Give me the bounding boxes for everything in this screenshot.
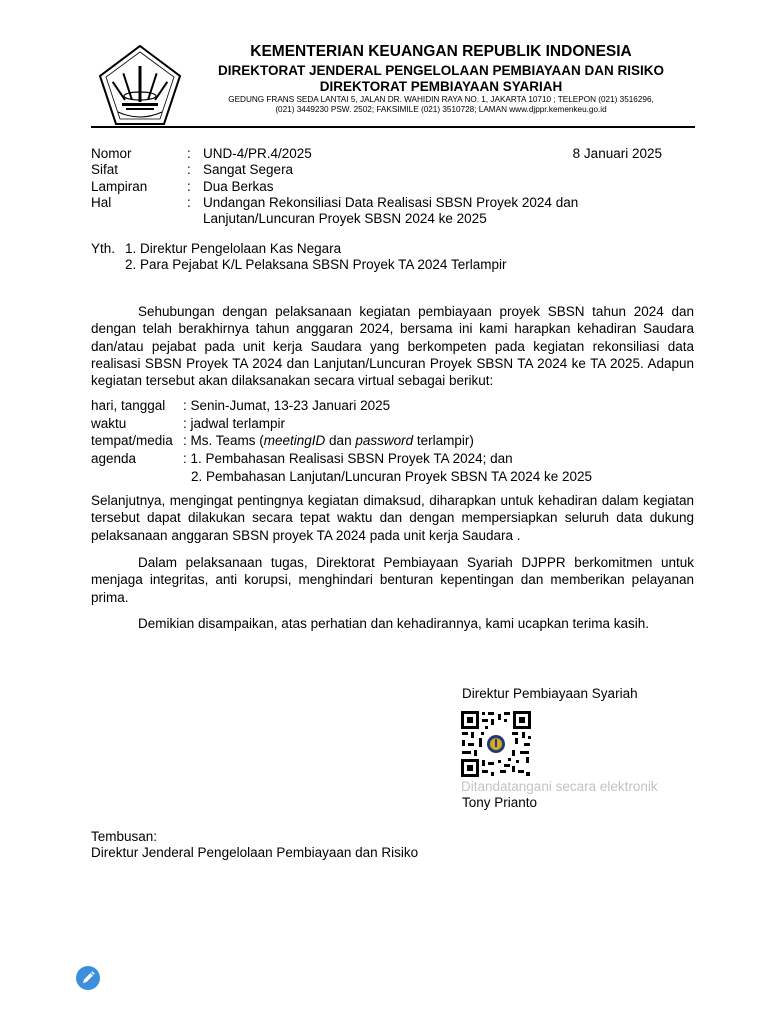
cc-label: Tembusan: [91,829,158,844]
nomor-colon: : [187,146,191,161]
hal-value-line-2: Lanjutan/Luncuran Proyek SBSN 2024 ke 2025 [203,211,487,226]
meta-row-hal-cont [91,211,691,228]
address-line-2: (021) 3449230 PSW. 2502; FAKSIMILE (021) 3510728; LAMAN www.djppr.kemenkeu.go.id [275,105,607,114]
meta-row-sifat [91,162,691,179]
meta-row-lampiran [91,179,691,196]
edit-pen-icon [76,966,100,990]
body-paragraph-3: Dalam pelaksanaan tugas, Direktorat Pembiayaan Syariah DJPPR berkomitmen untuk menjaga integritas, anti korupsi, menghindari benturan kepentingan dan memberikan pelayanan prima. [91,555,694,605]
ministry-emblem-icon [98,44,182,128]
tempat-meeting-id: meetingID [263,433,326,448]
tempat-and: dan [325,433,356,448]
hari-label: hari, tanggal [91,398,166,413]
letter-date: 8 Januari 2025 [572,146,662,161]
tempat-prefix: : Ms. Teams ( [183,433,264,448]
body-paragraph-2: Selanjutnya, mengingat pentingnya kegiatan dimaksud, diharapkan untuk kehadiran dalam kegiatan tersebut dapat dilakukan secara tepat waktu dan dengan mempersiapkan seluruh data dukung pelaksanaan anggaran SBSN proyek TA 2024 pada unit kerja Saudara . [91,493,694,543]
directorate-general-name: DIREKTORAT JENDERAL PENGELOLAAN PEMBIAYAAN DAN RISIKO [217,63,665,78]
signatory-name: Tony Prianto [462,795,538,810]
waktu-value: : jadwal terlampir [183,416,286,431]
agenda-label: agenda [91,451,137,466]
meta-row-nomor [91,146,691,163]
hal-value-line-1: Undangan Rekonsiliasi Data Realisasi SBSN Proyek 2024 dan [203,195,579,210]
hal-colon: : [187,195,191,210]
sifat-value: Sangat Segera [203,162,294,177]
sifat-label: Sifat [91,162,119,177]
e-signature-note: Ditandatangani secara elektronik [461,779,658,794]
sifat-colon: : [187,162,191,177]
nomor-label: Nomor [91,146,132,161]
edit-button[interactable] [76,966,100,990]
qr-code-icon [460,710,532,778]
lampiran-label: Lampiran [91,179,148,194]
lampiran-value: Dua Berkas [203,179,274,194]
ministry-name: KEMENTERIAN KEUANGAN REPUBLIK INDONESIA [250,43,632,60]
recipients-label: Yth. [91,241,116,256]
cc-item: Direktur Jenderal Pengelolaan Pembiayaan dan Risiko [91,845,419,860]
body-paragraph-4: Demikian disampaikan, atas perhatian dan kehadirannya, kami ucapkan terima kasih. [138,616,650,631]
tempat-value [183,433,474,448]
agenda-item-1: : 1. Pembahasan Realisasi SBSN Proyek TA 2024; dan [183,451,513,466]
recipient-item: 2. Para Pejabat K/L Pelaksana SBSN Proyek TA 2024 Terlampir [125,257,507,272]
agenda-item-2: 2. Pembahasan Lanjutan/Luncuran Proyek SBSN TA 2024 ke 2025 [191,469,593,484]
recipient-item: 1. Direktur Pengelolaan Kas Negara [125,241,342,256]
body-paragraph-1: Sehubungan dengan pelaksanaan kegiatan pembiayaan proyek SBSN tahun 2024 dan dengan telah berakhirnya tahun anggaran 2024, bersama ini kami harapkan kehadiran Saudara dan/atau pejabat pada unit kerja Saudara yang berkompeten pada kegiatan rekonsiliasi data realisasi SBSN Proyek TA 2024 dan Lanjutan/Luncuran Proyek SBSN TA 2024 ke TA 2025. Adapun kegiatan tersebut akan dilaksanakan secara virtual sebagai berikut: [91,304,694,389]
signatory-title: Direktur Pembiayaan Syariah [462,686,638,701]
meta-row-hal [91,195,691,212]
tempat-label: tempat/media [91,433,173,448]
hari-value: : Senin-Jumat, 13-23 Januari 2025 [183,398,391,413]
tempat-password: password [355,433,414,448]
tempat-suffix: terlampir) [413,433,474,448]
directorate-name: DIREKTORAT PEMBIAYAAN SYARIAH [319,79,563,94]
address-line-1: GEDUNG FRANS SEDA LANTAI 5, JALAN DR. WAHIDIN RAYA NO. 1, JAKARTA 10710 ; TELEPON (021) 3516296, [228,95,654,104]
waktu-label: waktu [91,416,127,431]
hal-label: Hal [91,195,112,210]
nomor-value: UND-4/PR.4/2025 [203,146,312,161]
lampiran-colon: : [187,179,191,194]
letterhead-divider [91,126,695,128]
